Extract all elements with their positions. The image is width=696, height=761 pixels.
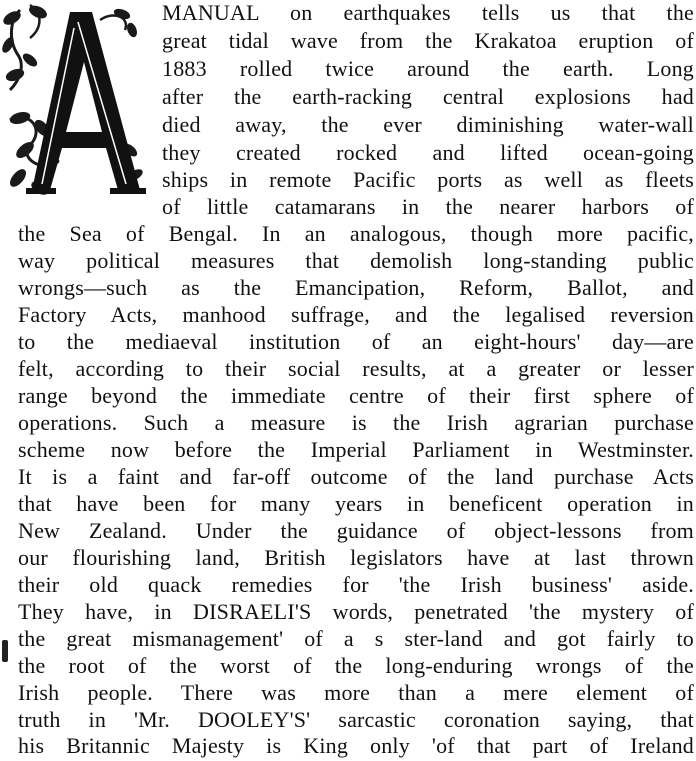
text-line: great tidal wave from the Krakatoa eruption of [162, 28, 694, 53]
text-line: It is a faint and far-off outcome of the land purchase Acts [18, 464, 694, 489]
text-line: the root of the worst of the long-enduring wrongs of the [18, 653, 694, 678]
text-line: way political measures that demolish long-standing public [18, 248, 694, 273]
text-line: the great mismanagement' of a s ster-land and got fairly to [18, 626, 694, 651]
text-line: Irish people. There was more than a mere element of [18, 680, 694, 705]
text-line: after the earth-racking central explosions had [162, 84, 694, 109]
text-line: died away, the ever diminishing water-wall [162, 112, 694, 137]
text-line: ships in remote Pacific ports as well as fleets [162, 167, 694, 192]
text-line: that have been for many years in beneficent operation in [18, 491, 694, 516]
text-line: felt, according to their social results, at a greater or lesser [18, 356, 694, 381]
text-line: New Zealand. Under the guidance of object-lessons from [18, 518, 694, 543]
text-line: Factory Acts, manhood suffrage, and the legalised reversion [18, 302, 694, 327]
text-line: operations. Such a measure is the Irish agrarian purchase [18, 410, 694, 435]
ornamental-drop-cap [0, 0, 160, 205]
text-line: the Sea of Bengal. In an analogous, though more pacific, [18, 221, 694, 246]
text-line: truth in 'Mr. DOOLEY'S' sarcastic coronation saying, that [18, 707, 694, 732]
margin-mark [2, 640, 8, 662]
text-line: they created rocked and lifted ocean-going [162, 140, 694, 165]
text-line: scheme now before the Imperial Parliament in Westminster. [18, 437, 694, 462]
text-line: wrongs—such as the Emancipation, Reform, Ballot, and [18, 275, 694, 300]
text-line: to the mediaeval institution of an eight-hours' day—are [18, 329, 694, 354]
text-line: his Britannic Majesty is King only 'of that part of Ireland [18, 733, 694, 758]
text-line: our flourishing land, British legislators have at last thrown [18, 545, 694, 570]
text-line: range beyond the immediate centre of their first sphere of [18, 383, 694, 408]
text-line: their old quack remedies for 'the Irish business' aside. [18, 572, 694, 597]
text-line: MANUAL on earthquakes tells us that the [162, 0, 694, 25]
text-line: They have, in DISRAELI'S words, penetrated 'the mystery of [18, 599, 694, 624]
text-line: of little catamarans in the nearer harbors of [162, 194, 694, 219]
text-line: 1883 rolled twice around the earth. Long [162, 56, 694, 81]
